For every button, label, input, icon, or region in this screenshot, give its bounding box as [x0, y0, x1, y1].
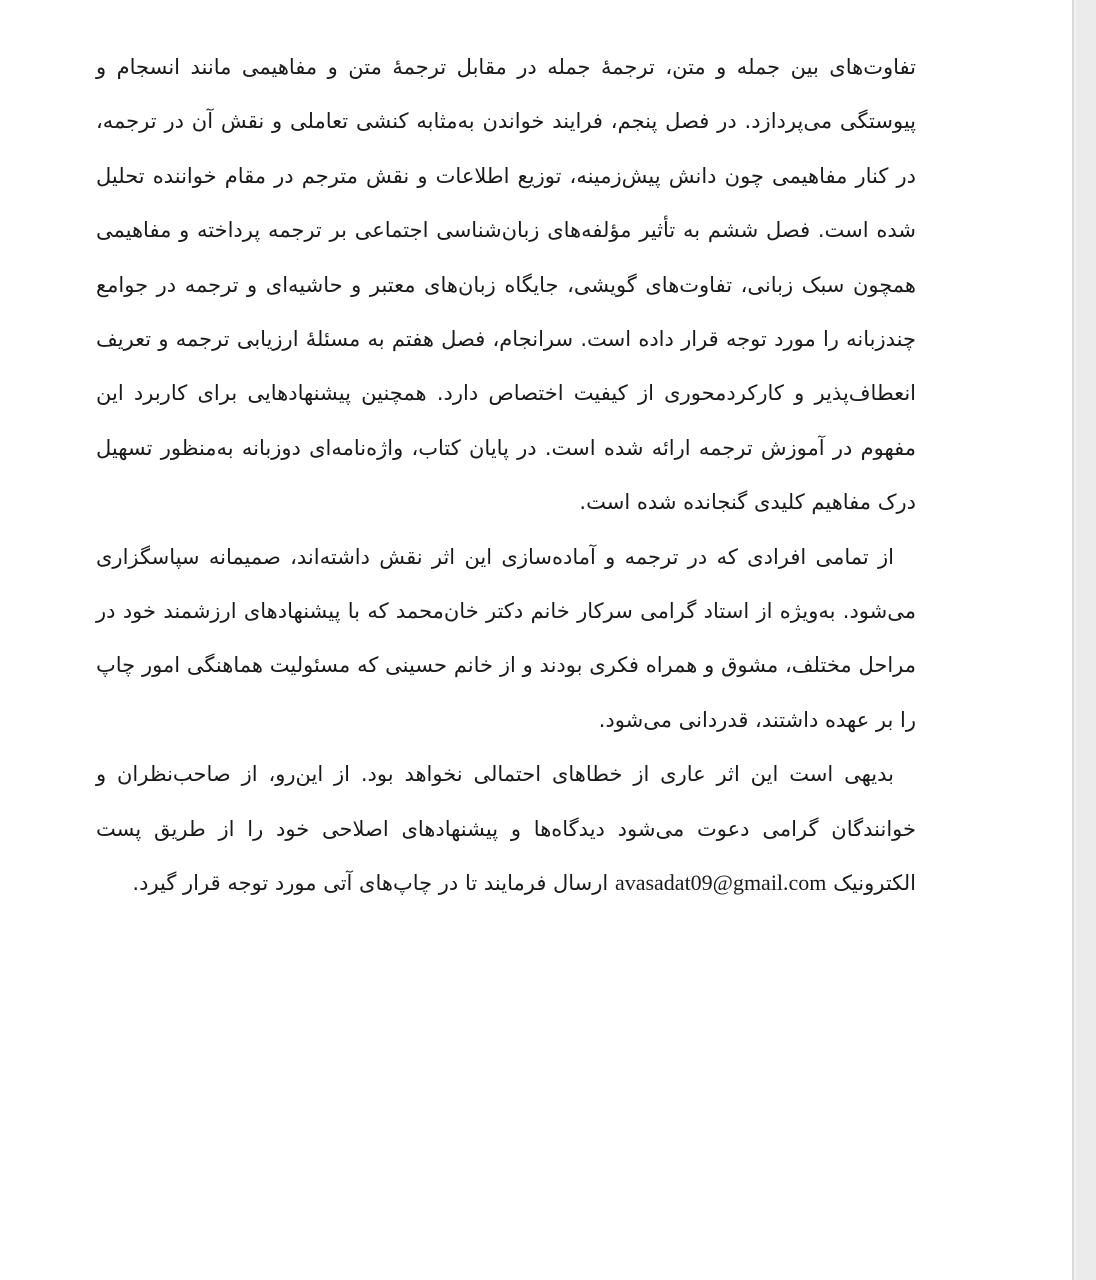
- errata-text-after-email: ارسال فرمایند تا در چاپ‌های آتی مورد توجه قرار گیرد.: [132, 871, 609, 896]
- contact-email: avasadat09@gmail.com: [614, 870, 827, 896]
- body-text: [96, 40, 916, 911]
- paragraph-chapters-summary: تفاوت‌های بین جمله و متن، ترجمهٔ جمله در مقابل ترجمهٔ متن و مفاهیمی مانند انسجام و پیوستگی می‌پردازد. در فصل پنجم، فرایند خواندن به‌مثابه کنشی تعاملی و نقش آن در ترجمه، در کنار مفاهیمی چون دانش پیش‌زمینه، توزیع اطلاعات و نقش مترجم در مقام خواننده تحلیل شده است. فصل ششم به تأثیر مؤلفه‌های زبان‌شناسی اجتماعی بر ترجمه پرداخته و مفاهیمی همچون سبک زبانی، تفاوت‌های گویشی، جایگاه زبان‌های معتبر و حاشیه‌ای و ترجمه در جوامع چندزبانه را مورد توجه قرار داده است. سرانجام، فصل هفتم به مسئلهٔ ارزیابی ترجمه و تعریف انعطاف‌پذیر و کارکردمحوری از کیفیت اختصاص دارد. همچنین پیشنهادهایی برای کاربرد این مفهوم در آموزش ترجمه ارائه شده است. در پایان کتاب، واژه‌نامه‌ای دوزبانه به‌منظور تسهیل درک مفاهیم کلیدی گنجانده شده است.: [96, 55, 916, 515]
- errata-text-before-email: بدیهی است این اثر عاری از خطاهای احتمالی نخواهد بود. از این‌رو، از صاحب‌نظران و خوانندگان گرامی دعوت می‌شود دیدگاه‌ها و پیشنهادهای اصلاحی خود را از طریق پست الکترونیک: [96, 762, 916, 896]
- paragraph-errata-invitation: [96, 747, 916, 910]
- page-edge-shadow: [1076, 0, 1096, 1280]
- paragraph-acknowledgements: از تمامی افرادی که در ترجمه و آماده‌سازی این اثر نقش داشته‌اند، صمیمانه سپاسگزاری می‌شود. به‌ویژه از استاد گرامی سرکار خانم دکتر خان‌محمد که با پیشنهادهای ارزشمند خود در مراحل مختلف، مشوق و همراه فکری بودند و از خانم حسینی که مسئولیت هماهنگی امور چاپ را بر عهده داشتند، قدردانی می‌شود.: [96, 544, 916, 732]
